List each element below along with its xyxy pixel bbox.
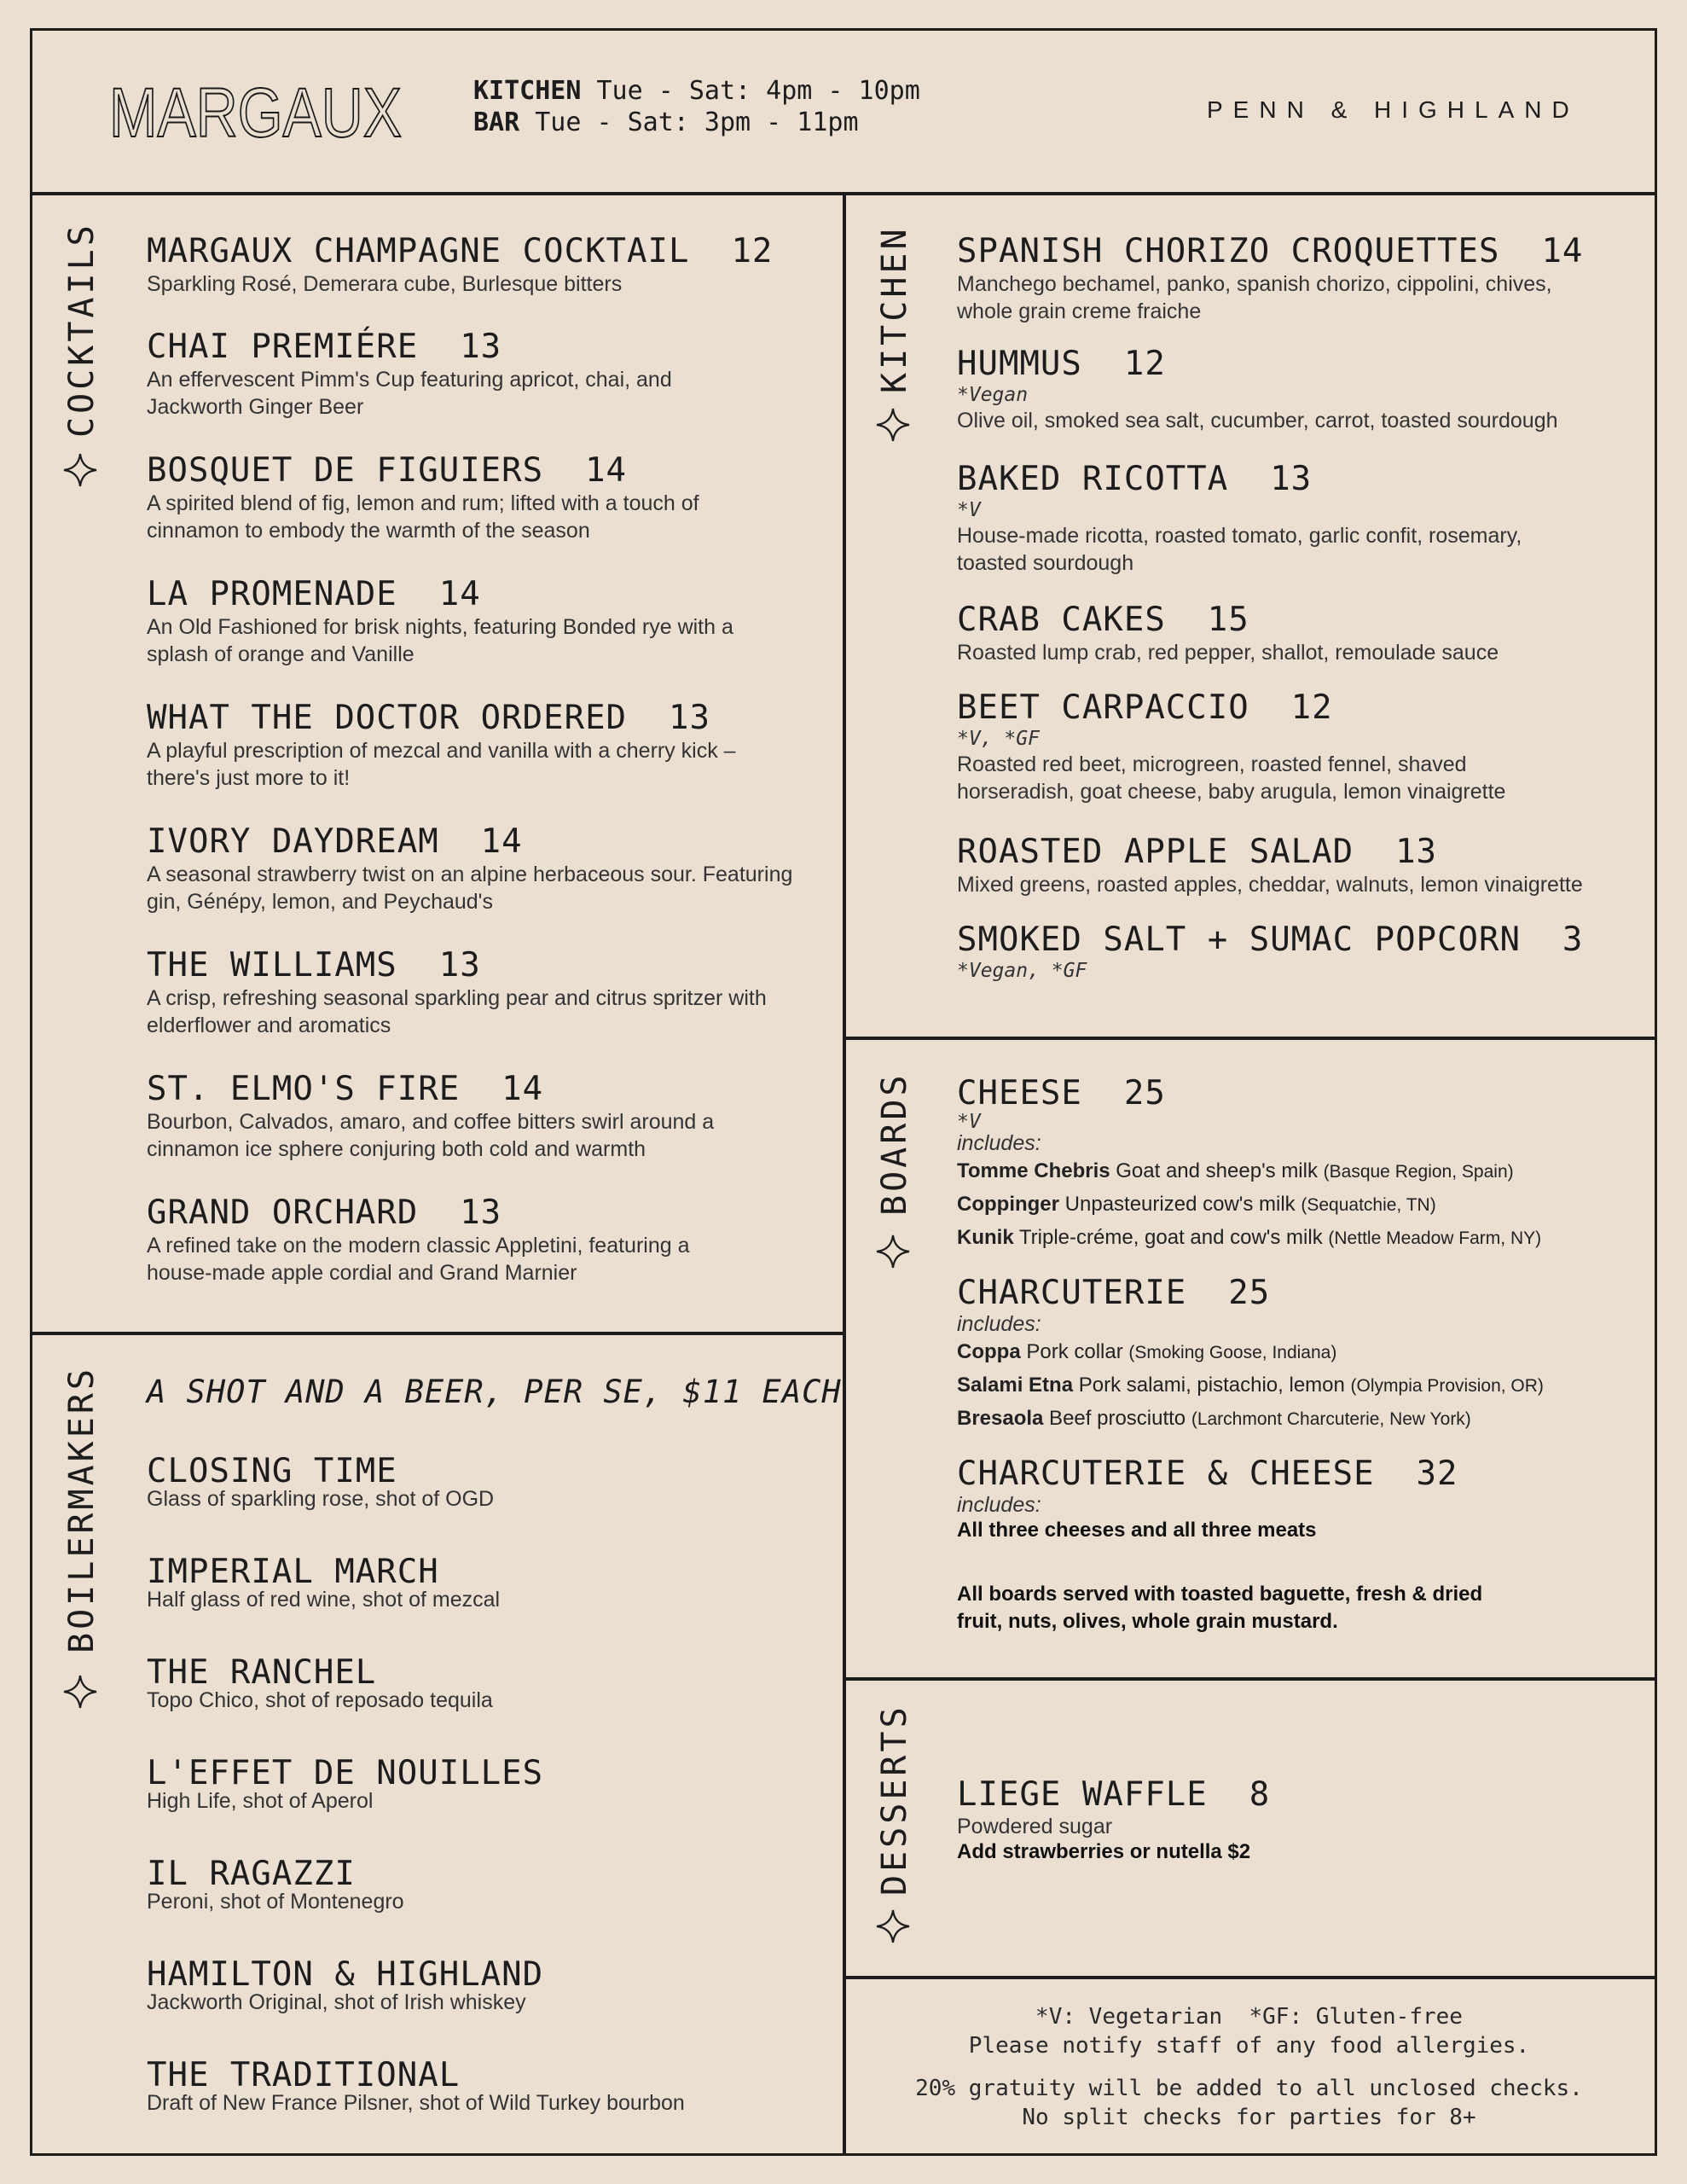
item-description: Topo Chico, shot of reposado tequila [147, 1688, 493, 1712]
item-description: A refined take on the modern classic Appletini, featuring a house-made apple cordial and Grand Marnier [147, 1234, 690, 1285]
kitchen-item [957, 461, 1588, 577]
board-line-origin: (Basque Region, Spain) [1323, 1162, 1514, 1182]
kitchen-item [957, 232, 1584, 325]
item-name: SMOKED SALT + SUMAC POPCORN 3 [957, 921, 1584, 959]
opening-hours [473, 75, 920, 138]
boards-note: All boards served with toasted baguette, fresh & dried fruit, nuts, olives, whole grain mustard. [957, 1583, 1483, 1633]
item-name: BAKED RICOTTA 13 [957, 460, 1313, 498]
dietary-tag: *V [957, 499, 981, 521]
item-description: Roasted lump crab, red pepper, shallot, remoulade sauce [957, 641, 1499, 665]
cocktail-item [147, 947, 795, 1039]
item-name: GRAND ORCHARD 13 [147, 1194, 502, 1232]
board-line-origin: (Nettle Meadow Farm, NY) [1328, 1228, 1542, 1248]
dietary-tag: *Vegan [957, 384, 1029, 406]
cocktail-item [147, 452, 795, 544]
kitchen-item [957, 834, 1648, 898]
dietary-tag: *Vegan, *GF [957, 960, 1087, 982]
board-line-name: Bresaola [957, 1407, 1044, 1430]
item-name: BEET CARPACCIO 12 [957, 688, 1333, 727]
item-name: SPANISH CHORIZO CROQUETTES 14 [957, 232, 1584, 270]
board-line-name: Coppinger [957, 1193, 1059, 1216]
item-name: ROASTED APPLE SALAD 13 [957, 833, 1438, 871]
item-name: IMPERIAL MARCH [147, 1553, 439, 1591]
item-name: HUMMUS 12 [957, 345, 1166, 383]
item-description: Peroni, shot of Montenegro [147, 1890, 404, 1914]
split-check-note: No split checks for parties for 8+ [1022, 2105, 1476, 2130]
boilermaker-item [147, 1453, 812, 1513]
dietary-tag: *V, *GF [957, 728, 1040, 750]
cocktail-item [147, 823, 795, 915]
item-description: High Life, shot of Aperol [147, 1789, 374, 1813]
item-name: L'EFFET DE NOUILLES [147, 1754, 544, 1792]
kitchen-item [957, 601, 1639, 666]
star-icon-boilermakers [62, 1674, 98, 1710]
item-description: Draft of New France Pilsner, shot of Wild Turkey bourbon [147, 2091, 685, 2115]
boilermaker-item [147, 1856, 812, 1915]
board-line-name: Tomme Chebris [957, 1159, 1110, 1182]
item-name: CLOSING TIME [147, 1452, 397, 1490]
board-cheese [957, 1075, 1639, 1255]
board-charcuterie [957, 1275, 1639, 1436]
boilermaker-item [147, 1755, 812, 1815]
kitchen-hours-label: KITCHEN [473, 76, 582, 106]
bar-hours-label: BAR [473, 107, 520, 137]
cocktail-item [147, 1194, 744, 1287]
dietary-legend: *V: Vegetarian *GF: Gluten-free [1035, 2004, 1463, 2030]
gratuity-note: 20% gratuity will be added to all unclosed checks. [915, 2076, 1583, 2101]
item-description: Jackworth Original, shot of Irish whiskey [147, 1990, 526, 2014]
board-line-text: Pork salami, pistachio, lemon [1073, 1374, 1351, 1397]
board-line [957, 1222, 1639, 1255]
includes-label: includes: [957, 1493, 1041, 1517]
item-name: IVORY DAYDREAM 14 [147, 822, 523, 861]
cocktail-item [147, 700, 795, 792]
board-line [957, 1403, 1639, 1436]
kitchen-item [957, 346, 1639, 434]
boilermaker-item [147, 2057, 812, 2117]
kitchen-hours: Tue - Sat: 4pm - 10pm [596, 76, 920, 106]
bar-hours-line [473, 107, 920, 138]
section-label-desserts: DESSERTS [875, 1704, 914, 1896]
item-description: Powdered sugar [957, 1815, 1113, 1838]
footer-notes [846, 2002, 1652, 2132]
item-description: Roasted red beet, microgreen, roasted fennel, shaved horseradish, goat cheese, baby arugula, lemon vinaigrette [957, 752, 1506, 804]
item-description: Bourbon, Calvados, amaro, and coffee bitters swirl around a cinnamon ice sphere conjuring both cold and warmth [147, 1110, 715, 1161]
item-name: LA PROMENADE 14 [147, 575, 481, 613]
board-line-name: Coppa [957, 1340, 1021, 1363]
item-name: BOSQUET DE FIGUIERS 14 [147, 451, 628, 490]
item-name: CHARCUTERIE & CHEESE 32 [957, 1455, 1458, 1493]
item-name: IL RAGAZZI [147, 1855, 356, 1893]
item-description: Sparkling Rosé, Demerara cube, Burlesque bitters [147, 272, 623, 296]
dessert-addon: Add strawberries or nutella $2 [957, 1840, 1251, 1863]
section-label-boilermakers: BOILERMAKERS [62, 1366, 101, 1653]
cocktails-boilermakers-divider [30, 1332, 844, 1335]
item-name: CHAI PREMIÉRE 13 [147, 328, 502, 366]
includes-label: includes: [957, 1312, 1041, 1336]
item-description: An Old Fashioned for brisk nights, featuring Bonded rye with a splash of orange and Vanille [147, 615, 733, 666]
kitchen-hours-line [473, 75, 920, 107]
board-line [957, 1369, 1639, 1403]
item-name: THE RANCHEL [147, 1653, 377, 1692]
board-line [957, 1188, 1639, 1222]
section-label-kitchen: KITCHEN [875, 225, 914, 393]
dessert-item [957, 1776, 1605, 1865]
location-label: PENN & HIGHLAND [1207, 96, 1580, 123]
star-icon-desserts [875, 1908, 911, 1944]
item-name: CRAB CAKES 15 [957, 601, 1249, 639]
item-name: CHEESE 25 [957, 1074, 1166, 1112]
section-label-boards: BOARDS [875, 1072, 914, 1216]
item-description: House-made ricotta, roasted tomato, garlic confit, rosemary, toasted sourdough [957, 524, 1522, 575]
cocktail-item [147, 328, 744, 421]
star-icon-kitchen [875, 407, 911, 443]
item-description: Glass of sparkling rose, shot of OGD [147, 1487, 495, 1511]
section-label-cocktails: COCKTAILS [62, 222, 101, 438]
item-description: A spirited blend of fig, lemon and rum; lifted with a touch of cinnamon to embody the warmth of the season [147, 491, 699, 543]
svg-text:MARGAUX: MARGAUX [109, 74, 402, 152]
board-line-text: Goat and sheep's milk [1110, 1159, 1324, 1182]
board-line-text: Pork collar [1020, 1340, 1129, 1363]
item-name: LIEGE WAFFLE 8 [957, 1775, 1271, 1814]
board-line-origin: (Larchmont Charcuterie, New York) [1191, 1409, 1471, 1429]
star-icon-cocktails [62, 452, 98, 488]
board-line-origin: (Smoking Goose, Indiana) [1128, 1343, 1337, 1362]
board-line-origin: (Olympia Provision, OR) [1350, 1376, 1544, 1396]
margaux-logo [109, 74, 403, 152]
item-name: THE WILLIAMS 13 [147, 946, 481, 985]
item-name: HAMILTON & HIGHLAND [147, 1955, 544, 1994]
item-description: Manchego bechamel, panko, spanish chorizo, cippolini, chives, whole grain creme fraiche [957, 272, 1552, 323]
kitchen-boards-divider [843, 1037, 1657, 1040]
boilermaker-item [147, 1554, 812, 1613]
cocktail-item [147, 233, 795, 298]
cocktail-item [147, 1071, 795, 1163]
boilermaker-item [147, 1956, 812, 2016]
item-name: THE TRADITIONAL [147, 2056, 461, 2094]
board-line-text: Triple-créme, goat and cow's milk [1013, 1226, 1329, 1249]
star-icon-boards [875, 1234, 911, 1269]
includes-label: includes: [957, 1131, 1041, 1155]
boilermaker-item [147, 1654, 812, 1714]
item-name: ST. ELMO'S FIRE 14 [147, 1070, 544, 1108]
item-description: An effervescent Pimm's Cup featuring apricot, chai, and Jackworth Ginger Beer [147, 368, 672, 419]
item-description: Olive oil, smoked sea salt, cucumber, carrot, toasted sourdough [957, 409, 1558, 433]
item-description: A seasonal strawberry twist on an alpine herbaceous sour. Featuring gin, Génépy, lemon, and Peychaud's [147, 863, 793, 914]
allergy-note: Please notify staff of any food allergies. [968, 2033, 1530, 2059]
boards-desserts-divider [843, 1677, 1657, 1681]
board-line-origin: (Sequatchie, TN) [1301, 1195, 1436, 1215]
kitchen-item [957, 921, 1648, 983]
item-description: A playful prescription of mezcal and vanilla with a cherry kick – there's just more to it! [147, 739, 736, 790]
board-line [957, 1155, 1639, 1188]
item-name: MARGAUX CHAMPAGNE COCKTAIL 12 [147, 232, 774, 270]
cocktail-item [147, 576, 761, 668]
board-line-text: Unpasteurized cow's milk [1059, 1193, 1301, 1216]
dietary-tag: *V [957, 1111, 981, 1133]
item-description: Half glass of red wine, shot of mezcal [147, 1588, 501, 1612]
item-description: Mixed greens, roasted apples, cheddar, walnuts, lemon vinaigrette [957, 873, 1583, 897]
board-combo-description: All three cheeses and all three meats [957, 1519, 1317, 1542]
board-line-text: Beef prosciutto [1043, 1407, 1191, 1430]
board-combo [957, 1455, 1639, 1544]
item-name: WHAT THE DOCTOR ORDERED 13 [147, 699, 710, 737]
board-line-name: Kunik [957, 1226, 1014, 1249]
board-line-name: Salami Etna [957, 1374, 1074, 1397]
center-divider [843, 192, 846, 2156]
item-name: CHARCUTERIE 25 [957, 1274, 1271, 1312]
kitchen-item [957, 689, 1588, 805]
item-description: A crisp, refreshing seasonal sparkling pear and citrus spritzer with elderflower and aromatics [147, 986, 767, 1037]
bar-hours: Tue - Sat: 3pm - 11pm [535, 107, 859, 137]
board-line [957, 1336, 1639, 1369]
boilermakers-slogan: A SHOT AND A BEER, PER SE, $11 EACH [147, 1374, 842, 1410]
desserts-footer-divider [843, 1976, 1657, 1979]
